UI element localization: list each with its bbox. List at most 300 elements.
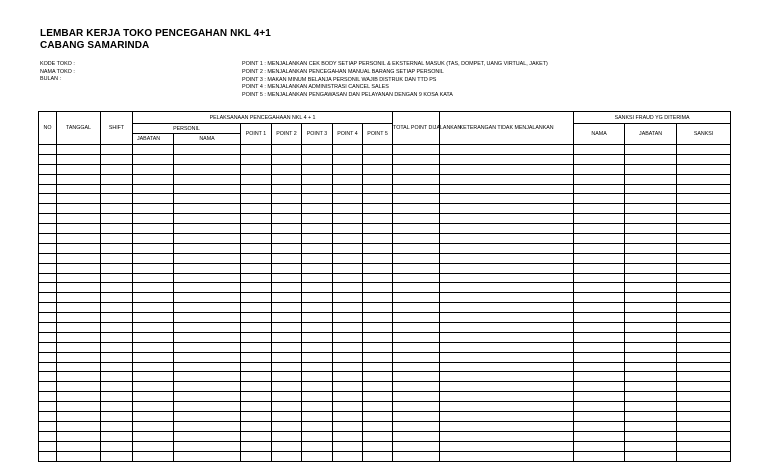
table-cell[interactable] (363, 372, 393, 382)
table-cell[interactable] (101, 313, 133, 323)
table-cell[interactable] (677, 382, 731, 392)
table-cell[interactable] (133, 332, 174, 342)
table-cell[interactable] (174, 372, 241, 382)
table-cell[interactable] (57, 243, 101, 253)
table-cell[interactable] (39, 392, 57, 402)
table-cell[interactable] (677, 431, 731, 441)
table-cell[interactable] (625, 283, 677, 293)
table-cell[interactable] (174, 263, 241, 273)
table-cell[interactable] (302, 283, 333, 293)
table-cell[interactable] (440, 382, 574, 392)
table-cell[interactable] (574, 154, 625, 164)
table-cell[interactable] (272, 234, 302, 244)
table-cell[interactable] (302, 145, 333, 155)
table-cell[interactable] (101, 421, 133, 431)
table-cell[interactable] (174, 412, 241, 422)
table-cell[interactable] (241, 263, 272, 273)
table-cell[interactable] (133, 243, 174, 253)
table-cell[interactable] (101, 174, 133, 184)
table-cell[interactable] (677, 214, 731, 224)
table-cell[interactable] (39, 421, 57, 431)
table-cell[interactable] (57, 412, 101, 422)
table-cell[interactable] (574, 441, 625, 451)
table-cell[interactable] (302, 204, 333, 214)
table-cell[interactable] (393, 313, 440, 323)
table-cell[interactable] (440, 154, 574, 164)
table-cell[interactable] (133, 372, 174, 382)
table-cell[interactable] (57, 145, 101, 155)
table-cell[interactable] (133, 224, 174, 234)
table-cell[interactable] (57, 253, 101, 263)
table-cell[interactable] (272, 372, 302, 382)
table-cell[interactable] (241, 145, 272, 155)
table-cell[interactable] (174, 214, 241, 224)
table-cell[interactable] (302, 234, 333, 244)
table-cell[interactable] (174, 293, 241, 303)
table-cell[interactable] (333, 382, 363, 392)
table-cell[interactable] (302, 382, 333, 392)
table-cell[interactable] (333, 145, 363, 155)
table-cell[interactable] (393, 234, 440, 244)
table-cell[interactable] (39, 382, 57, 392)
table-cell[interactable] (241, 243, 272, 253)
table-cell[interactable] (272, 382, 302, 392)
table-cell[interactable] (625, 342, 677, 352)
table-cell[interactable] (363, 392, 393, 402)
table-cell[interactable] (302, 293, 333, 303)
table-cell[interactable] (440, 303, 574, 313)
table-cell[interactable] (625, 323, 677, 333)
table-cell[interactable] (133, 253, 174, 263)
table-cell[interactable] (272, 402, 302, 412)
table-cell[interactable] (363, 283, 393, 293)
table-cell[interactable] (625, 441, 677, 451)
table-cell[interactable] (174, 451, 241, 461)
table-cell[interactable] (363, 194, 393, 204)
table-cell[interactable] (677, 412, 731, 422)
table-cell[interactable] (440, 184, 574, 194)
table-cell[interactable] (57, 451, 101, 461)
table-cell[interactable] (272, 293, 302, 303)
table-cell[interactable] (101, 154, 133, 164)
table-cell[interactable] (241, 342, 272, 352)
table-cell[interactable] (174, 402, 241, 412)
table-cell[interactable] (133, 194, 174, 204)
table-cell[interactable] (363, 293, 393, 303)
table-cell[interactable] (625, 431, 677, 441)
table-cell[interactable] (440, 392, 574, 402)
table-cell[interactable] (302, 421, 333, 431)
table-cell[interactable] (101, 451, 133, 461)
table-cell[interactable] (174, 224, 241, 234)
table-cell[interactable] (333, 421, 363, 431)
table-cell[interactable] (333, 273, 363, 283)
table-cell[interactable] (363, 342, 393, 352)
table-cell[interactable] (440, 412, 574, 422)
table-cell[interactable] (133, 421, 174, 431)
table-cell[interactable] (333, 214, 363, 224)
table-cell[interactable] (133, 313, 174, 323)
table-cell[interactable] (333, 313, 363, 323)
table-cell[interactable] (393, 402, 440, 412)
table-cell[interactable] (39, 451, 57, 461)
table-cell[interactable] (133, 263, 174, 273)
table-cell[interactable] (101, 283, 133, 293)
table-cell[interactable] (241, 352, 272, 362)
table-cell[interactable] (574, 342, 625, 352)
table-cell[interactable] (677, 253, 731, 263)
table-cell[interactable] (101, 362, 133, 372)
table-cell[interactable] (57, 154, 101, 164)
table-cell[interactable] (440, 253, 574, 263)
table-cell[interactable] (241, 174, 272, 184)
table-cell[interactable] (333, 431, 363, 441)
table-cell[interactable] (625, 303, 677, 313)
table-cell[interactable] (272, 283, 302, 293)
table-cell[interactable] (241, 224, 272, 234)
table-cell[interactable] (241, 313, 272, 323)
table-cell[interactable] (574, 273, 625, 283)
table-cell[interactable] (174, 362, 241, 372)
table-cell[interactable] (57, 313, 101, 323)
table-cell[interactable] (57, 342, 101, 352)
table-cell[interactable] (393, 174, 440, 184)
table-cell[interactable] (302, 362, 333, 372)
table-cell[interactable] (133, 352, 174, 362)
table-cell[interactable] (39, 224, 57, 234)
table-cell[interactable] (302, 184, 333, 194)
table-cell[interactable] (440, 372, 574, 382)
table-cell[interactable] (101, 253, 133, 263)
table-cell[interactable] (101, 164, 133, 174)
table-cell[interactable] (333, 224, 363, 234)
table-cell[interactable] (363, 402, 393, 412)
table-cell[interactable] (625, 234, 677, 244)
table-cell[interactable] (57, 441, 101, 451)
table-cell[interactable] (677, 263, 731, 273)
table-cell[interactable] (393, 382, 440, 392)
table-cell[interactable] (174, 283, 241, 293)
table-cell[interactable] (440, 194, 574, 204)
table-cell[interactable] (677, 184, 731, 194)
table-cell[interactable] (101, 194, 133, 204)
table-cell[interactable] (574, 283, 625, 293)
table-cell[interactable] (677, 234, 731, 244)
table-cell[interactable] (39, 342, 57, 352)
table-cell[interactable] (677, 372, 731, 382)
table-cell[interactable] (57, 194, 101, 204)
table-cell[interactable] (625, 224, 677, 234)
table-cell[interactable] (333, 263, 363, 273)
table-cell[interactable] (393, 263, 440, 273)
table-cell[interactable] (39, 362, 57, 372)
table-cell[interactable] (677, 402, 731, 412)
table-cell[interactable] (574, 145, 625, 155)
table-cell[interactable] (333, 332, 363, 342)
table-cell[interactable] (574, 451, 625, 461)
table-cell[interactable] (302, 441, 333, 451)
table-cell[interactable] (272, 154, 302, 164)
table-cell[interactable] (57, 352, 101, 362)
table-cell[interactable] (363, 145, 393, 155)
table-cell[interactable] (625, 174, 677, 184)
table-cell[interactable] (333, 352, 363, 362)
table-cell[interactable] (272, 214, 302, 224)
table-cell[interactable] (302, 313, 333, 323)
table-cell[interactable] (174, 421, 241, 431)
table-cell[interactable] (574, 362, 625, 372)
table-cell[interactable] (440, 273, 574, 283)
table-cell[interactable] (393, 145, 440, 155)
table-cell[interactable] (272, 184, 302, 194)
table-cell[interactable] (363, 184, 393, 194)
table-cell[interactable] (625, 362, 677, 372)
table-cell[interactable] (625, 253, 677, 263)
table-cell[interactable] (241, 303, 272, 313)
table-cell[interactable] (39, 412, 57, 422)
table-cell[interactable] (393, 154, 440, 164)
table-cell[interactable] (574, 263, 625, 273)
table-cell[interactable] (363, 382, 393, 392)
table-cell[interactable] (39, 273, 57, 283)
table-cell[interactable] (302, 332, 333, 342)
table-cell[interactable] (57, 204, 101, 214)
table-cell[interactable] (574, 303, 625, 313)
table-cell[interactable] (174, 342, 241, 352)
table-cell[interactable] (272, 392, 302, 402)
table-cell[interactable] (133, 441, 174, 451)
table-cell[interactable] (133, 184, 174, 194)
table-cell[interactable] (133, 204, 174, 214)
table-cell[interactable] (302, 303, 333, 313)
table-cell[interactable] (333, 243, 363, 253)
table-cell[interactable] (57, 323, 101, 333)
table-cell[interactable] (57, 372, 101, 382)
table-cell[interactable] (574, 402, 625, 412)
table-cell[interactable] (174, 234, 241, 244)
table-cell[interactable] (363, 234, 393, 244)
table-cell[interactable] (57, 214, 101, 224)
table-cell[interactable] (574, 352, 625, 362)
table-cell[interactable] (174, 164, 241, 174)
table-cell[interactable] (302, 372, 333, 382)
table-cell[interactable] (174, 184, 241, 194)
table-cell[interactable] (272, 243, 302, 253)
table-cell[interactable] (574, 313, 625, 323)
table-cell[interactable] (174, 303, 241, 313)
table-cell[interactable] (333, 174, 363, 184)
table-cell[interactable] (101, 382, 133, 392)
table-cell[interactable] (440, 164, 574, 174)
table-cell[interactable] (625, 392, 677, 402)
table-cell[interactable] (440, 293, 574, 303)
table-cell[interactable] (333, 164, 363, 174)
table-cell[interactable] (272, 253, 302, 263)
table-cell[interactable] (272, 273, 302, 283)
table-cell[interactable] (393, 184, 440, 194)
table-cell[interactable] (333, 441, 363, 451)
table-cell[interactable] (241, 362, 272, 372)
table-cell[interactable] (393, 323, 440, 333)
table-cell[interactable] (440, 234, 574, 244)
table-cell[interactable] (333, 323, 363, 333)
table-cell[interactable] (302, 194, 333, 204)
table-cell[interactable] (302, 323, 333, 333)
table-cell[interactable] (101, 412, 133, 422)
table-cell[interactable] (677, 164, 731, 174)
table-cell[interactable] (241, 332, 272, 342)
table-cell[interactable] (302, 253, 333, 263)
table-cell[interactable] (677, 332, 731, 342)
table-cell[interactable] (574, 224, 625, 234)
table-cell[interactable] (133, 164, 174, 174)
table-cell[interactable] (302, 412, 333, 422)
table-cell[interactable] (302, 431, 333, 441)
table-cell[interactable] (57, 184, 101, 194)
table-cell[interactable] (39, 253, 57, 263)
table-cell[interactable] (57, 303, 101, 313)
table-cell[interactable] (302, 214, 333, 224)
table-cell[interactable] (625, 154, 677, 164)
table-cell[interactable] (241, 441, 272, 451)
table-cell[interactable] (39, 243, 57, 253)
table-cell[interactable] (272, 412, 302, 422)
table-cell[interactable] (272, 421, 302, 431)
table-cell[interactable] (57, 273, 101, 283)
table-cell[interactable] (574, 204, 625, 214)
table-cell[interactable] (625, 412, 677, 422)
table-cell[interactable] (241, 402, 272, 412)
table-cell[interactable] (393, 412, 440, 422)
table-cell[interactable] (363, 352, 393, 362)
table-cell[interactable] (363, 214, 393, 224)
table-cell[interactable] (625, 382, 677, 392)
table-cell[interactable] (39, 332, 57, 342)
table-cell[interactable] (241, 194, 272, 204)
table-cell[interactable] (677, 441, 731, 451)
table-cell[interactable] (272, 332, 302, 342)
table-cell[interactable] (133, 342, 174, 352)
table-cell[interactable] (333, 283, 363, 293)
table-cell[interactable] (133, 293, 174, 303)
table-cell[interactable] (57, 402, 101, 412)
table-cell[interactable] (57, 164, 101, 174)
table-cell[interactable] (393, 194, 440, 204)
table-cell[interactable] (333, 451, 363, 461)
table-cell[interactable] (393, 372, 440, 382)
table-cell[interactable] (333, 412, 363, 422)
table-cell[interactable] (625, 204, 677, 214)
table-cell[interactable] (101, 273, 133, 283)
table-cell[interactable] (57, 431, 101, 441)
table-cell[interactable] (241, 451, 272, 461)
table-cell[interactable] (625, 273, 677, 283)
table-cell[interactable] (677, 293, 731, 303)
table-cell[interactable] (333, 194, 363, 204)
table-cell[interactable] (363, 263, 393, 273)
table-cell[interactable] (174, 441, 241, 451)
table-cell[interactable] (363, 421, 393, 431)
table-cell[interactable] (241, 214, 272, 224)
table-cell[interactable] (625, 164, 677, 174)
table-cell[interactable] (625, 313, 677, 323)
table-cell[interactable] (174, 145, 241, 155)
table-cell[interactable] (625, 145, 677, 155)
table-cell[interactable] (57, 382, 101, 392)
table-cell[interactable] (133, 323, 174, 333)
table-cell[interactable] (440, 451, 574, 461)
table-cell[interactable] (363, 323, 393, 333)
table-cell[interactable] (174, 194, 241, 204)
table-cell[interactable] (363, 204, 393, 214)
table-cell[interactable] (574, 332, 625, 342)
table-cell[interactable] (677, 283, 731, 293)
table-cell[interactable] (302, 342, 333, 352)
table-cell[interactable] (241, 431, 272, 441)
table-cell[interactable] (333, 154, 363, 164)
table-cell[interactable] (677, 204, 731, 214)
table-cell[interactable] (101, 204, 133, 214)
table-cell[interactable] (101, 303, 133, 313)
table-cell[interactable] (677, 392, 731, 402)
table-cell[interactable] (302, 263, 333, 273)
table-cell[interactable] (133, 412, 174, 422)
table-cell[interactable] (574, 323, 625, 333)
table-cell[interactable] (39, 323, 57, 333)
table-cell[interactable] (440, 402, 574, 412)
table-cell[interactable] (363, 412, 393, 422)
table-cell[interactable] (272, 451, 302, 461)
table-cell[interactable] (574, 214, 625, 224)
table-cell[interactable] (39, 154, 57, 164)
table-cell[interactable] (363, 174, 393, 184)
table-cell[interactable] (625, 214, 677, 224)
table-cell[interactable] (57, 392, 101, 402)
table-cell[interactable] (174, 352, 241, 362)
table-cell[interactable] (133, 402, 174, 412)
table-cell[interactable] (574, 382, 625, 392)
table-cell[interactable] (101, 332, 133, 342)
table-cell[interactable] (677, 174, 731, 184)
table-cell[interactable] (625, 184, 677, 194)
table-cell[interactable] (39, 372, 57, 382)
table-cell[interactable] (393, 362, 440, 372)
table-cell[interactable] (133, 303, 174, 313)
table-cell[interactable] (57, 283, 101, 293)
table-cell[interactable] (272, 352, 302, 362)
table-cell[interactable] (272, 431, 302, 441)
table-cell[interactable] (333, 303, 363, 313)
table-cell[interactable] (677, 194, 731, 204)
table-cell[interactable] (241, 184, 272, 194)
table-cell[interactable] (574, 293, 625, 303)
table-cell[interactable] (133, 382, 174, 392)
table-cell[interactable] (363, 154, 393, 164)
table-cell[interactable] (393, 273, 440, 283)
table-cell[interactable] (101, 431, 133, 441)
table-cell[interactable] (393, 204, 440, 214)
table-cell[interactable] (393, 253, 440, 263)
table-cell[interactable] (333, 362, 363, 372)
table-cell[interactable] (39, 194, 57, 204)
table-cell[interactable] (677, 421, 731, 431)
table-cell[interactable] (574, 421, 625, 431)
table-cell[interactable] (241, 273, 272, 283)
table-cell[interactable] (174, 323, 241, 333)
table-cell[interactable] (272, 313, 302, 323)
table-cell[interactable] (677, 352, 731, 362)
table-cell[interactable] (625, 421, 677, 431)
